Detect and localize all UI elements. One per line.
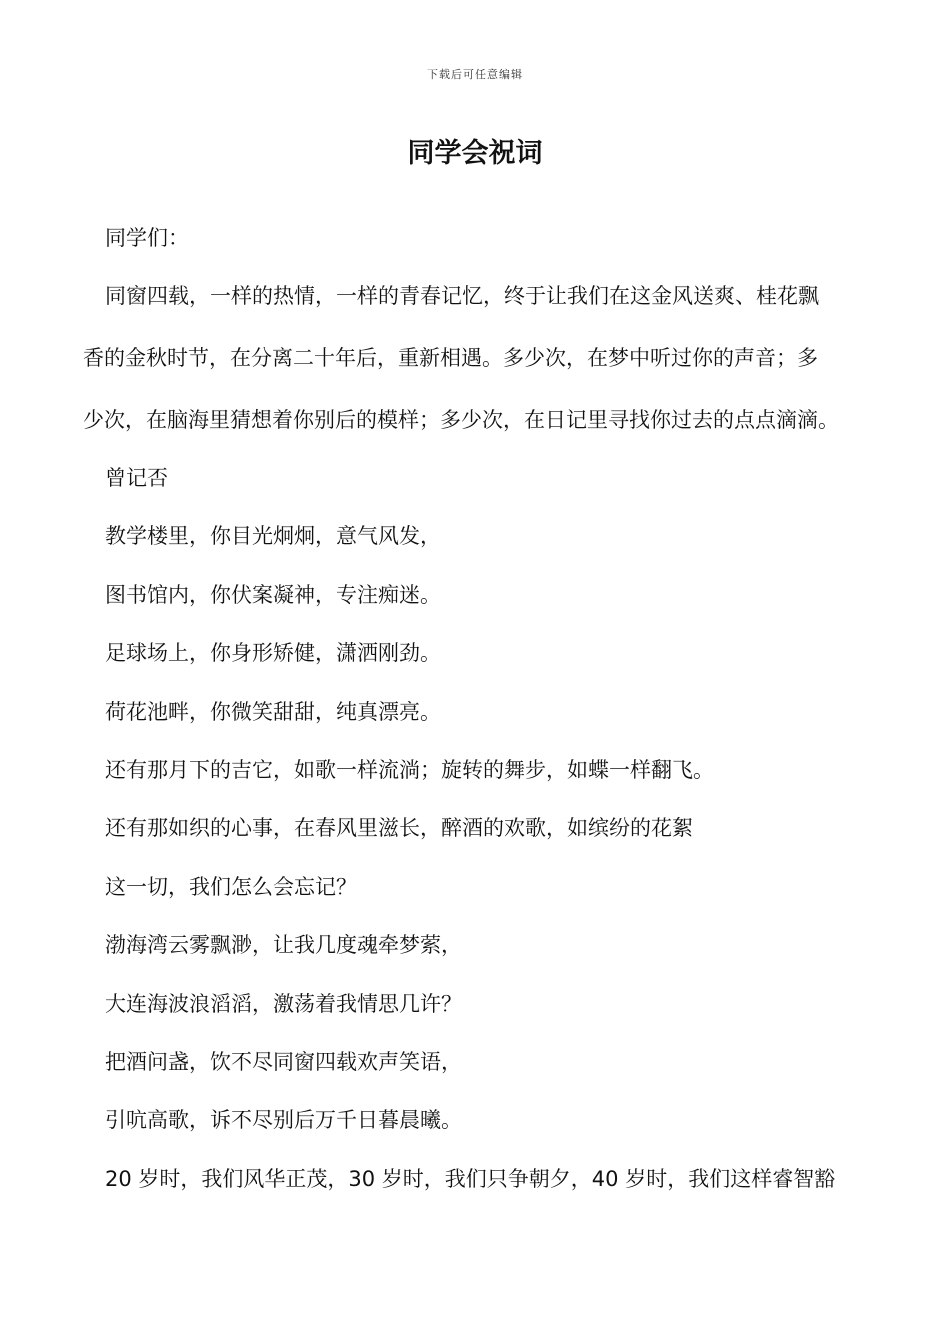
paragraph-line: 20 岁时，我们风华正茂，30 岁时，我们只争朝夕，40 岁时，我们这样睿智豁: [105, 1167, 836, 1191]
paragraph-line: 引吭高歌，诉不尽别后万千日暮晨曦。: [105, 1108, 462, 1132]
paragraph-line: 荷花池畔，你微笑甜甜，纯真漂亮。: [105, 700, 441, 724]
header-note: 下载后可任意编辑: [427, 68, 523, 81]
paragraph-line: 把酒问盏，饮不尽同窗四载欢声笑语，: [105, 1050, 462, 1074]
paragraph-line: 还有那如织的心事，在春风里滋长，醉酒的欢歌，如缤纷的花絮: [105, 816, 693, 840]
paragraph-line: 足球场上，你身形矫健，潇洒刚劲。: [105, 641, 441, 665]
paragraph-line: 少次，在脑海里猜想着你别后的模样；多少次，在日记里寻找你过去的点点滴滴。: [83, 408, 839, 432]
paragraph-line: 同窗四载，一样的热情，一样的青春记忆，终于让我们在这金风送爽、桂花飘: [105, 284, 819, 308]
paragraph-line: 香的金秋时节，在分离二十年后，重新相遇。多少次，在梦中听过你的声音；多: [83, 346, 818, 370]
paragraph-line: 渤海湾云雾飘渺，让我几度魂牵梦萦，: [105, 933, 462, 957]
document-title: 同学会祝词: [407, 138, 543, 169]
paragraph-line: 大连海波浪滔滔，激荡着我情思几许？: [105, 992, 462, 1016]
paragraph-line: 还有那月下的吉它，如歌一样流淌；旋转的舞步，如蝶一样翻飞。: [105, 758, 714, 782]
paragraph-line: 图书馆内，你伏案凝神，专注痴迷。: [105, 583, 441, 607]
paragraph-line: 这一切，我们怎么会忘记？: [105, 875, 357, 899]
paragraph-line: 教学楼里，你目光炯炯，意气风发，: [105, 524, 441, 548]
salutation-line: 同学们：: [105, 226, 189, 250]
paragraph-line: 曾记否: [105, 466, 168, 490]
